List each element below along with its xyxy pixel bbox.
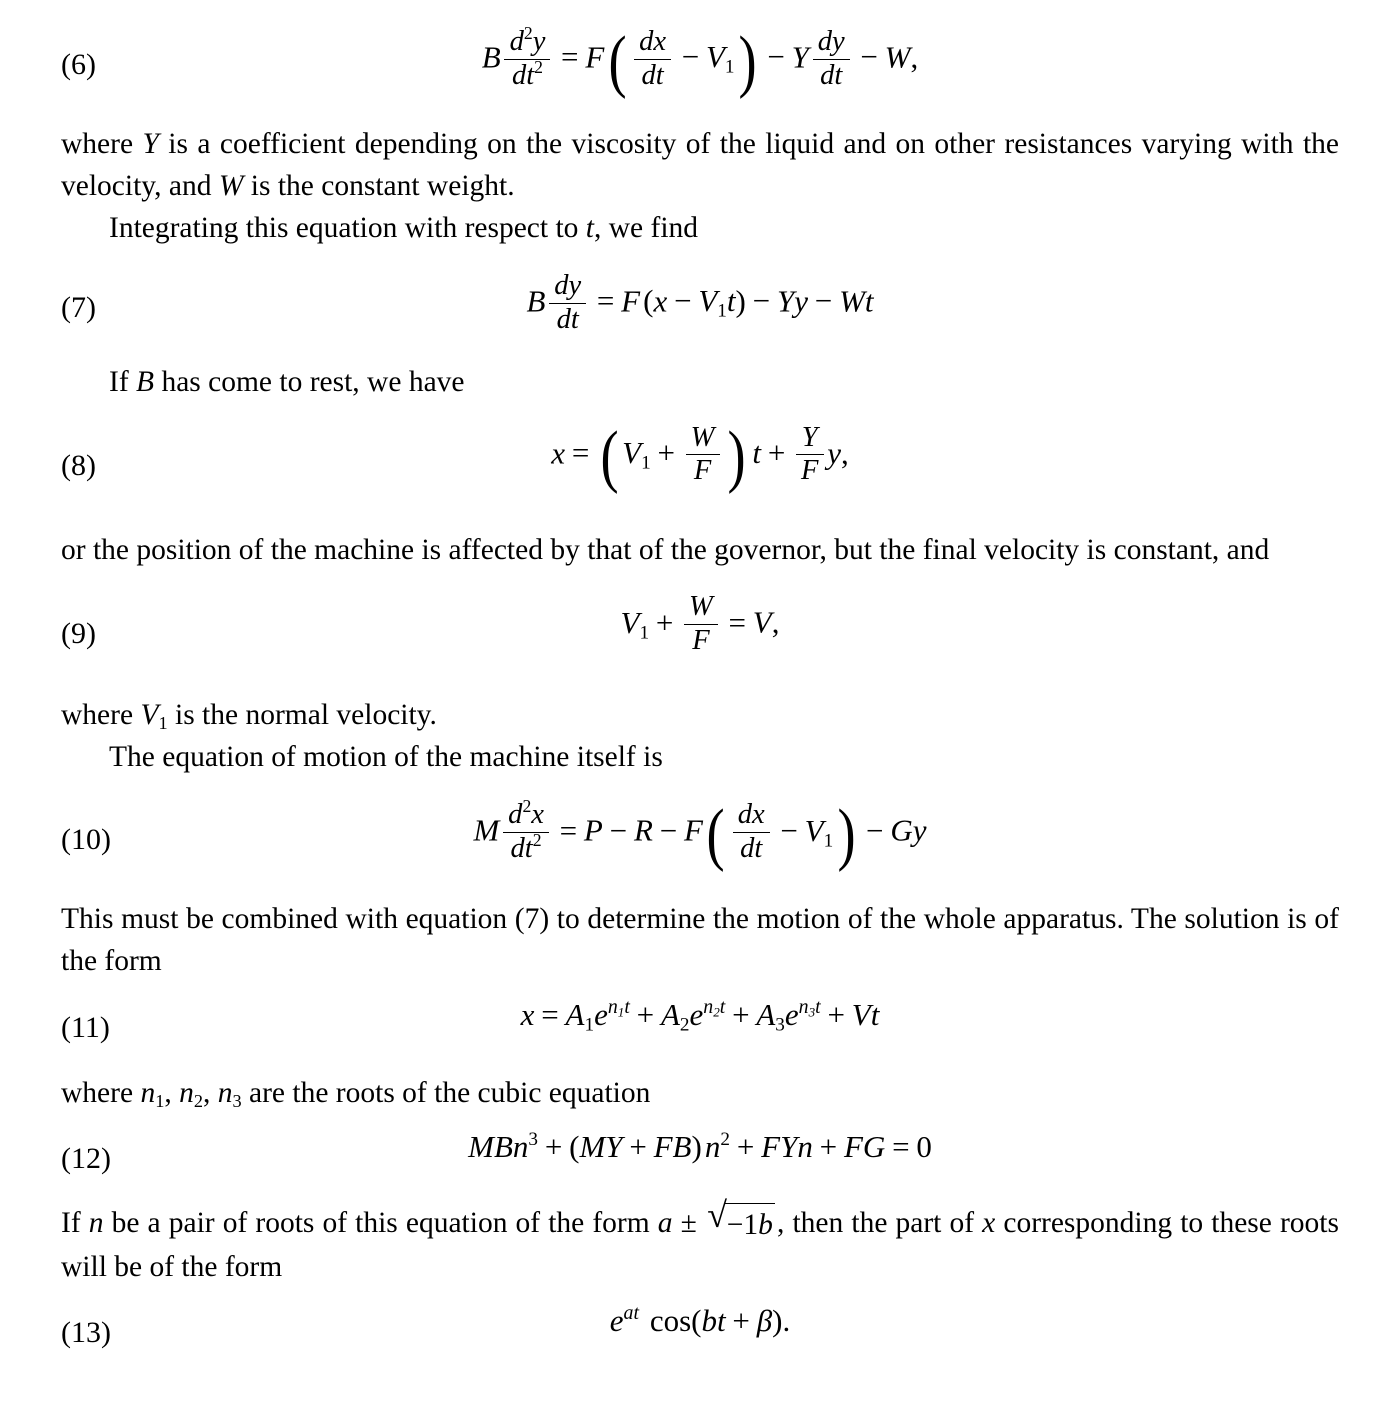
math-term-Yy: Yy	[776, 283, 808, 319]
operator-plus-11b: +	[732, 996, 750, 1032]
math-var-y-8: y	[827, 434, 841, 470]
comma: ,	[910, 39, 919, 75]
math-var-V1: $V_1$	[705, 39, 735, 78]
p8-text-b: are the roots of the cubic equation	[241, 1076, 651, 1109]
equation-number-11: (11)	[61, 1010, 110, 1044]
paragraph-where-V1	[61, 695, 1339, 737]
equation-body-10: M $\frac{d^2x}{dt^2}$ = P − R − F( $\frac{dx}{dt}$ − $V_1) - Gy$	[473, 795, 927, 873]
equation-number-8: (8)	[61, 448, 96, 482]
p8-var-n2: $n_2$	[179, 1076, 203, 1111]
operator-minus-3: −	[860, 39, 878, 75]
equation-row-12	[61, 1128, 1339, 1187]
operator-equals: =	[561, 39, 579, 75]
math-var-F: F	[585, 39, 605, 75]
operator-minus-10b: −	[659, 812, 678, 848]
equation-row-7	[61, 269, 1339, 344]
radicand: −1b	[725, 1203, 775, 1247]
equation-row-9	[61, 593, 1339, 675]
p1-text-b: is a coefficient depending on the viscosity of the liquid and on other resistances varying with the velocity, and	[61, 128, 1339, 202]
equation-row-10	[61, 795, 1339, 879]
math-var-V1-10: $V_1$	[804, 812, 834, 851]
document-page	[0, 22, 1400, 1428]
paragraph-or-position	[61, 530, 1339, 572]
equation-number-10: (10)	[61, 823, 111, 857]
p5-var-V-sub: 1	[158, 713, 168, 734]
math-var-beta: β	[756, 1302, 773, 1338]
math-term-n2: $n^2$	[704, 1128, 731, 1164]
operator-minus-10d: −	[866, 812, 884, 848]
equation-body-8: x = ( $V_1$ + $\frac{W}{F}$ ) t + $\frac{Y}{F}$ y,	[551, 418, 849, 496]
rparen-12: )	[691, 1128, 702, 1164]
operator-minus-10a: −	[609, 812, 628, 848]
equation-body-9	[61, 593, 1339, 658]
operator-equals-10: =	[559, 812, 578, 848]
math-var-t-8: t	[752, 434, 761, 470]
p9-text-d: corresponding to these roots will be of the form	[61, 1206, 1339, 1283]
operator-equals-8: =	[571, 434, 590, 470]
operator-plus-12d: +	[819, 1128, 838, 1164]
p2-text-b: , we find	[594, 211, 699, 244]
math-term-MY: MY	[579, 1128, 623, 1164]
fraction-dx-dt-10: $\frac{dx}{dt}$	[733, 800, 770, 865]
p5-text-b: is the normal velocity.	[167, 699, 437, 732]
paragraph-integrating	[61, 208, 1339, 250]
operator-equals-11: =	[541, 996, 559, 1032]
p8-var-n3: $n_3$	[217, 1076, 242, 1111]
operator-equals-7: =	[596, 283, 615, 319]
p6-text: The equation of motion of the machine itself is	[109, 741, 663, 774]
math-term-A1e: $A_1e^{n_1t}$	[565, 995, 630, 1036]
comma-9: ,	[771, 604, 780, 640]
operator-plus-13: +	[732, 1302, 750, 1338]
fraction-dy-dt-7: $\frac{dy}{dt}$	[549, 271, 586, 336]
math-var-V1-8: $V_1$	[622, 434, 651, 474]
p8-sep-2: ,	[202, 1076, 218, 1109]
operator-plus-minus: ±	[672, 1206, 705, 1239]
p3-text-b: has come to rest, we have	[154, 365, 465, 398]
p8-text-a: where	[61, 1076, 141, 1109]
paragraph-where-roots	[61, 1073, 1339, 1115]
math-term-bt: bt	[701, 1302, 726, 1338]
math-var-F-10: F	[684, 812, 703, 848]
equation-number-6: (6)	[61, 48, 96, 81]
operator-minus-7c: −	[814, 283, 833, 319]
p1-text-a: where	[61, 128, 143, 160]
p9-text-c: , then the part of	[777, 1206, 983, 1239]
p1-text-c: is the constant weight.	[243, 169, 515, 202]
p4-text: or the position of the machine is affected by that of the governor, but the final velocity is constant, and	[61, 533, 1270, 566]
p3-var-B: B	[136, 365, 155, 398]
paren-group-6	[630, 28, 734, 93]
math-var-V-9: V	[752, 604, 772, 640]
math-var-R-10: R	[633, 812, 653, 848]
p2-var-t: t	[585, 211, 594, 244]
equation-body-13	[61, 1301, 1339, 1338]
rparen-7: )	[735, 283, 746, 319]
paren-group-10	[729, 801, 833, 866]
math-var-P-10: P	[583, 812, 603, 848]
equation-number-13: (13)	[61, 1315, 111, 1349]
equation-row-11	[61, 995, 1339, 1057]
operator-minus-2: −	[767, 39, 785, 75]
fraction-d2x-dt2: $\frac{d^2x}{dt^2}$	[503, 800, 549, 865]
p8-sep-1: ,	[164, 1076, 180, 1109]
lparen-7: (	[643, 283, 654, 319]
fraction-dy-dt: $\frac{dy}{dt}$	[813, 27, 850, 92]
lparen-12: (	[569, 1128, 580, 1164]
math-var-x-8: x	[551, 434, 566, 470]
paragraph-this-must-be-combined	[61, 899, 1339, 983]
paren-group-8	[622, 421, 723, 489]
p7-text: This must be combined with equation (7) to determine the motion of the whole apparatus. The solution is of the form	[61, 903, 1339, 977]
fraction-d2y-dt2: $\frac{d^2y}{dt^2}$	[504, 27, 550, 92]
paragraph-if-B	[61, 362, 1339, 404]
math-term-Vt: Vt	[851, 996, 880, 1032]
equation-row-6	[61, 22, 1339, 102]
p9-var-a: a	[657, 1206, 673, 1239]
fraction-W-F-9: $\frac{W}{F}$	[684, 592, 718, 657]
equation-body-12	[61, 1128, 1339, 1164]
equation-body-7	[61, 269, 1339, 337]
p5-var-V: $V_1$	[140, 699, 168, 734]
paragraph-where-Y	[61, 124, 1339, 208]
p5-text-a: where	[61, 699, 141, 732]
math-term-A3e: $A_3e^{n_3t}$	[756, 995, 821, 1036]
equation-row-8	[61, 418, 1339, 508]
math-var-B: B	[481, 39, 501, 75]
operator-equals-12: =	[892, 1128, 910, 1164]
operator-plus-11c: +	[827, 996, 845, 1032]
math-var-V1-9: $V_1$	[620, 604, 650, 644]
math-term-FB: FB	[653, 1128, 692, 1164]
math-var-W: W	[884, 39, 911, 75]
operator-plus-8b: +	[767, 434, 786, 470]
p2-text-a: Integrating this equation with respect to	[109, 211, 586, 244]
math-var-V1-7: $V_1t$	[698, 283, 736, 322]
math-term-MBn3: MBn$^3$	[468, 1128, 538, 1164]
math-var-M-10: M	[473, 812, 500, 848]
equation-row-13	[61, 1301, 1339, 1361]
math-term-e-at: $e^{at}$	[609, 1301, 639, 1338]
math-var-Y: Y	[791, 39, 809, 75]
p1-var-W: W	[218, 169, 244, 202]
operator-plus-12b: +	[629, 1128, 647, 1164]
math-var-x-7: x	[653, 283, 668, 319]
paragraph-equation-of-motion	[61, 737, 1339, 779]
operator-plus-8: +	[657, 434, 675, 470]
operator-minus-7a: −	[674, 283, 692, 319]
equation-number-9: (9)	[61, 617, 96, 651]
math-term-FYn: FYn	[761, 1128, 813, 1164]
operator-minus-10c: −	[780, 812, 798, 848]
operator-plus-11a: +	[636, 996, 655, 1032]
math-var-x-11: x	[520, 996, 535, 1032]
p3-text-a: If	[109, 365, 137, 398]
equation-body-6: B $\frac{d^2y}{dt^2}$ = F( $\frac{dx}{dt}$ − $V_1) - Y$ $\frac{dy}{dt}$ − W,	[481, 22, 919, 100]
p9-var-n: n	[88, 1206, 104, 1239]
operator-plus-12a: +	[544, 1128, 563, 1164]
p1-var-Y: Y	[142, 128, 159, 160]
p9-text-b: be a pair of roots of this equation of the form	[103, 1206, 658, 1239]
equation-number-12: (12)	[61, 1141, 111, 1175]
paragraph-if-n-pair-of-roots	[61, 1203, 1339, 1289]
math-var-B-7: B	[526, 283, 546, 319]
math-term-Gy: Gy	[890, 812, 927, 848]
fraction-W-F: $\frac{W}{F}$	[686, 423, 720, 488]
math-term-A2e: $A_2e^{n_2t}$	[660, 995, 726, 1036]
operator-plus-12c: +	[736, 1128, 755, 1164]
operator-minus: −	[681, 39, 700, 75]
equation-number-7: (7)	[61, 290, 96, 324]
equation-body-11	[61, 995, 1339, 1036]
operator-minus-7b: −	[752, 283, 771, 319]
square-root-icon	[707, 1203, 774, 1247]
math-number-zero: 0	[916, 1128, 932, 1164]
math-func-cos: cos(	[642, 1302, 702, 1338]
p8-var-n1: $n_1$	[140, 1076, 165, 1111]
math-term-FG: FG	[843, 1128, 886, 1164]
fraction-dx-dt: $\frac{dx}{dt}$	[634, 27, 671, 92]
operator-equals-9: =	[728, 604, 746, 640]
math-var-F-7: F	[621, 283, 641, 319]
math-term-Wt: Wt	[839, 283, 874, 319]
operator-plus-9: +	[655, 604, 674, 640]
rparen-period-13: ).	[772, 1302, 791, 1338]
fraction-Y-F: $\frac{Y}{F}$	[796, 423, 824, 488]
p9-text-a: If	[61, 1206, 89, 1239]
comma-8: ,	[840, 434, 849, 470]
p9-var-x: x	[982, 1206, 996, 1239]
